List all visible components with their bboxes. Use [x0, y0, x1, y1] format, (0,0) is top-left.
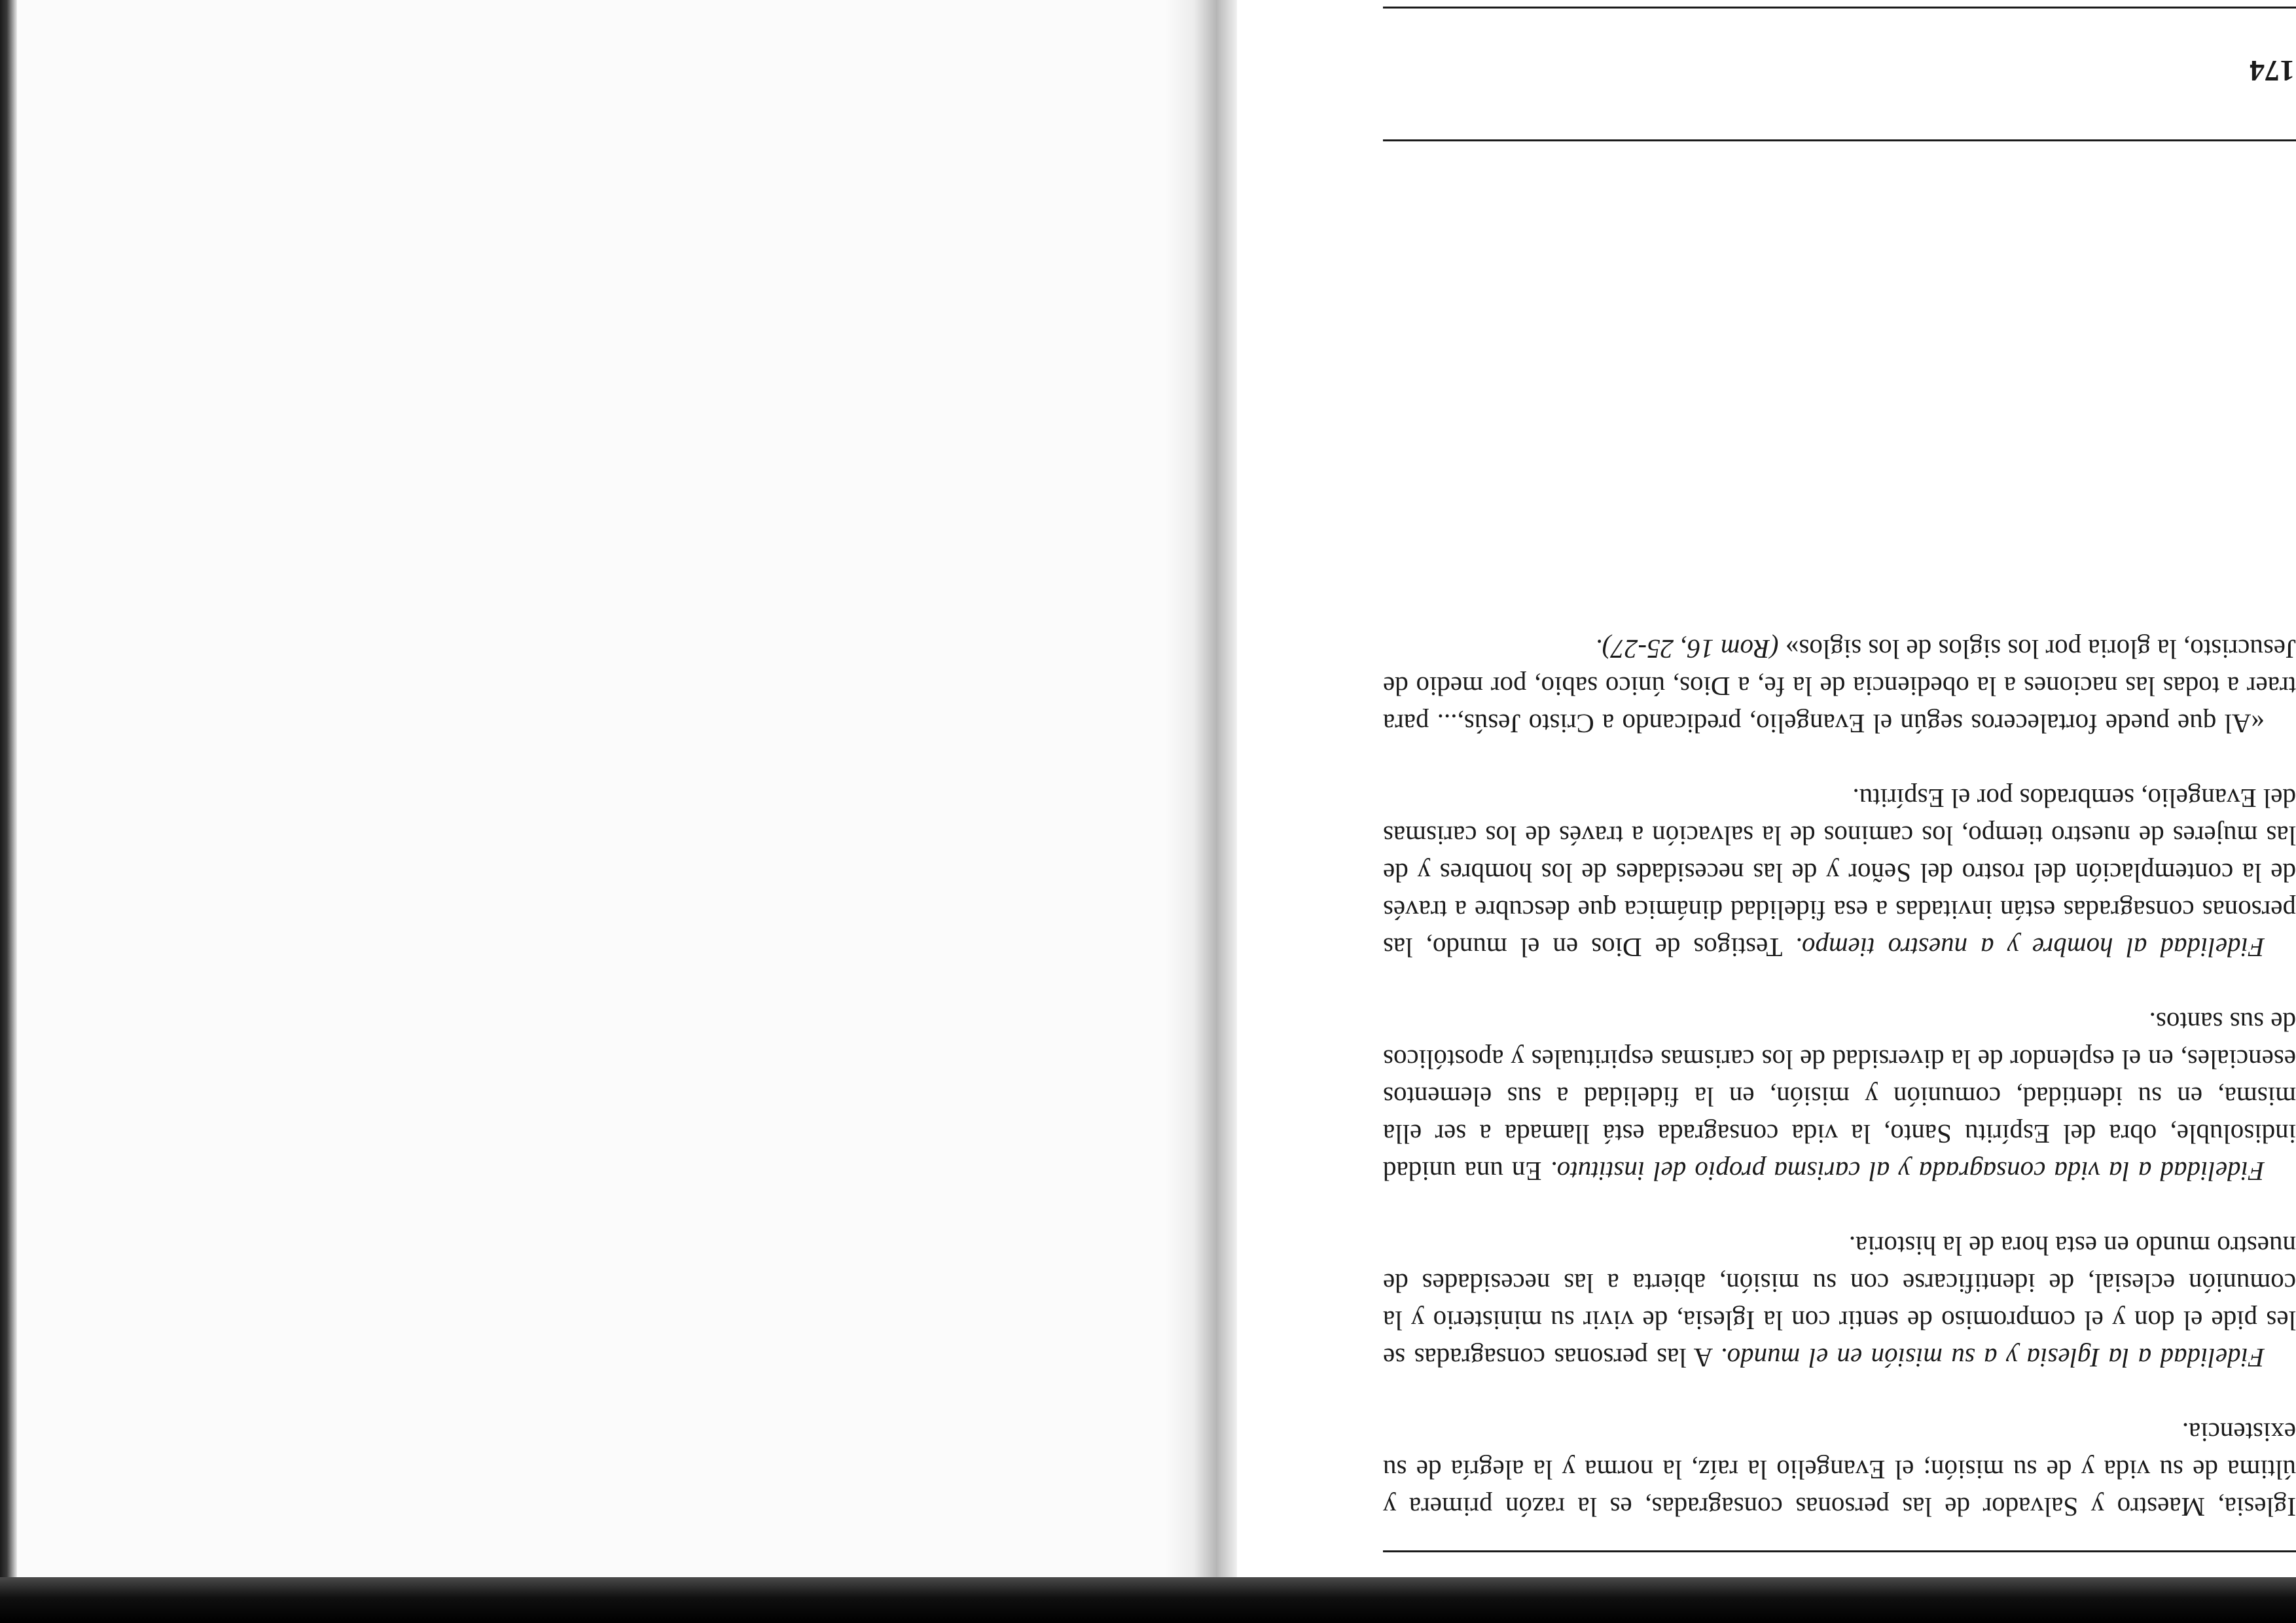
paragraph-body: A las personas consagradas se les pide el don y el compromiso de sentir con la Iglesia, de vivir su ministerio y la comunión eclesial, de identificarse con su misión, abierta a las necesidades de nuestro mundo en esta hora de la historia.: [1383, 1231, 2296, 1373]
paragraph-lead: Fidelidad a la vida consagrada y al carisma propio del instituto.: [1550, 1156, 2265, 1186]
paragraph-body: En una unidad indisoluble, obra del Espíritu Santo, la vida consagrada está llamada a ser ella misma, en su identidad, comunión y misión, en la fidelidad a sus elementos esenciales, en el esplendor de la diversidad de los carismas espirituales y apostólicos de sus santos.: [1383, 1007, 2296, 1186]
footer-rule-upper: [1383, 139, 2296, 141]
paragraph-lead: Fidelidad a la Iglesia y a su misión en el mundo.: [1720, 1343, 2265, 1373]
blank-space: [1383, 141, 2296, 593]
quote-reference: (Rom 16, 25-27).: [1595, 634, 1779, 664]
scanner-bottom-shadow: [0, 1577, 2296, 1623]
paragraph-lead: Fidelidad al hombre y a nuestro tiempo.: [1795, 933, 2265, 963]
header-rule: [1383, 1550, 2296, 1552]
paragraph-humanity-fidelity: [1383, 779, 2296, 966]
paragraph-consecrated-life-fidelity: [1383, 1003, 2296, 1190]
paragraph-body: Testigos de Dios en el mundo, las personas consagradas están invitadas a esa fidelidad dinámica que descubre a través de la contemplación del rostro del Señor y de las necesidades de los hombres y de las mujeres de nuestro tiempo, los caminos de la salvación a través de los carismas del Evangelio, sembrados por el Espíritu.: [1383, 783, 2296, 963]
page-edge-shadow: [0, 0, 17, 1623]
page-content: [1383, 7, 2296, 1552]
page-number: 174: [2250, 54, 2295, 88]
paragraph-church-fidelity: [1383, 1227, 2296, 1376]
quote-text: «Al que puede fortaleceros según el Evangelio, predicando a Cristo Jesús,... para traer a todas las naciones a la obediencia de la fe, a Dios, único sabio, por medio de Jesucristo, la gloria por los siglos de los siglos»: [1383, 634, 2296, 739]
closing-quote: [1383, 630, 2296, 742]
opening-paragraph: Iglesia, Maestro y Salvador de las personas consagradas, es la razón primera y última de su vida y de su misión; el Evangelio la raíz, la norma y la alegría de su existencia.: [1383, 1418, 2296, 1522]
text-page-right: [1237, 0, 2296, 1571]
footer-rule-lower: [1383, 7, 2296, 9]
book-gutter-shadow: [1165, 0, 1237, 1623]
